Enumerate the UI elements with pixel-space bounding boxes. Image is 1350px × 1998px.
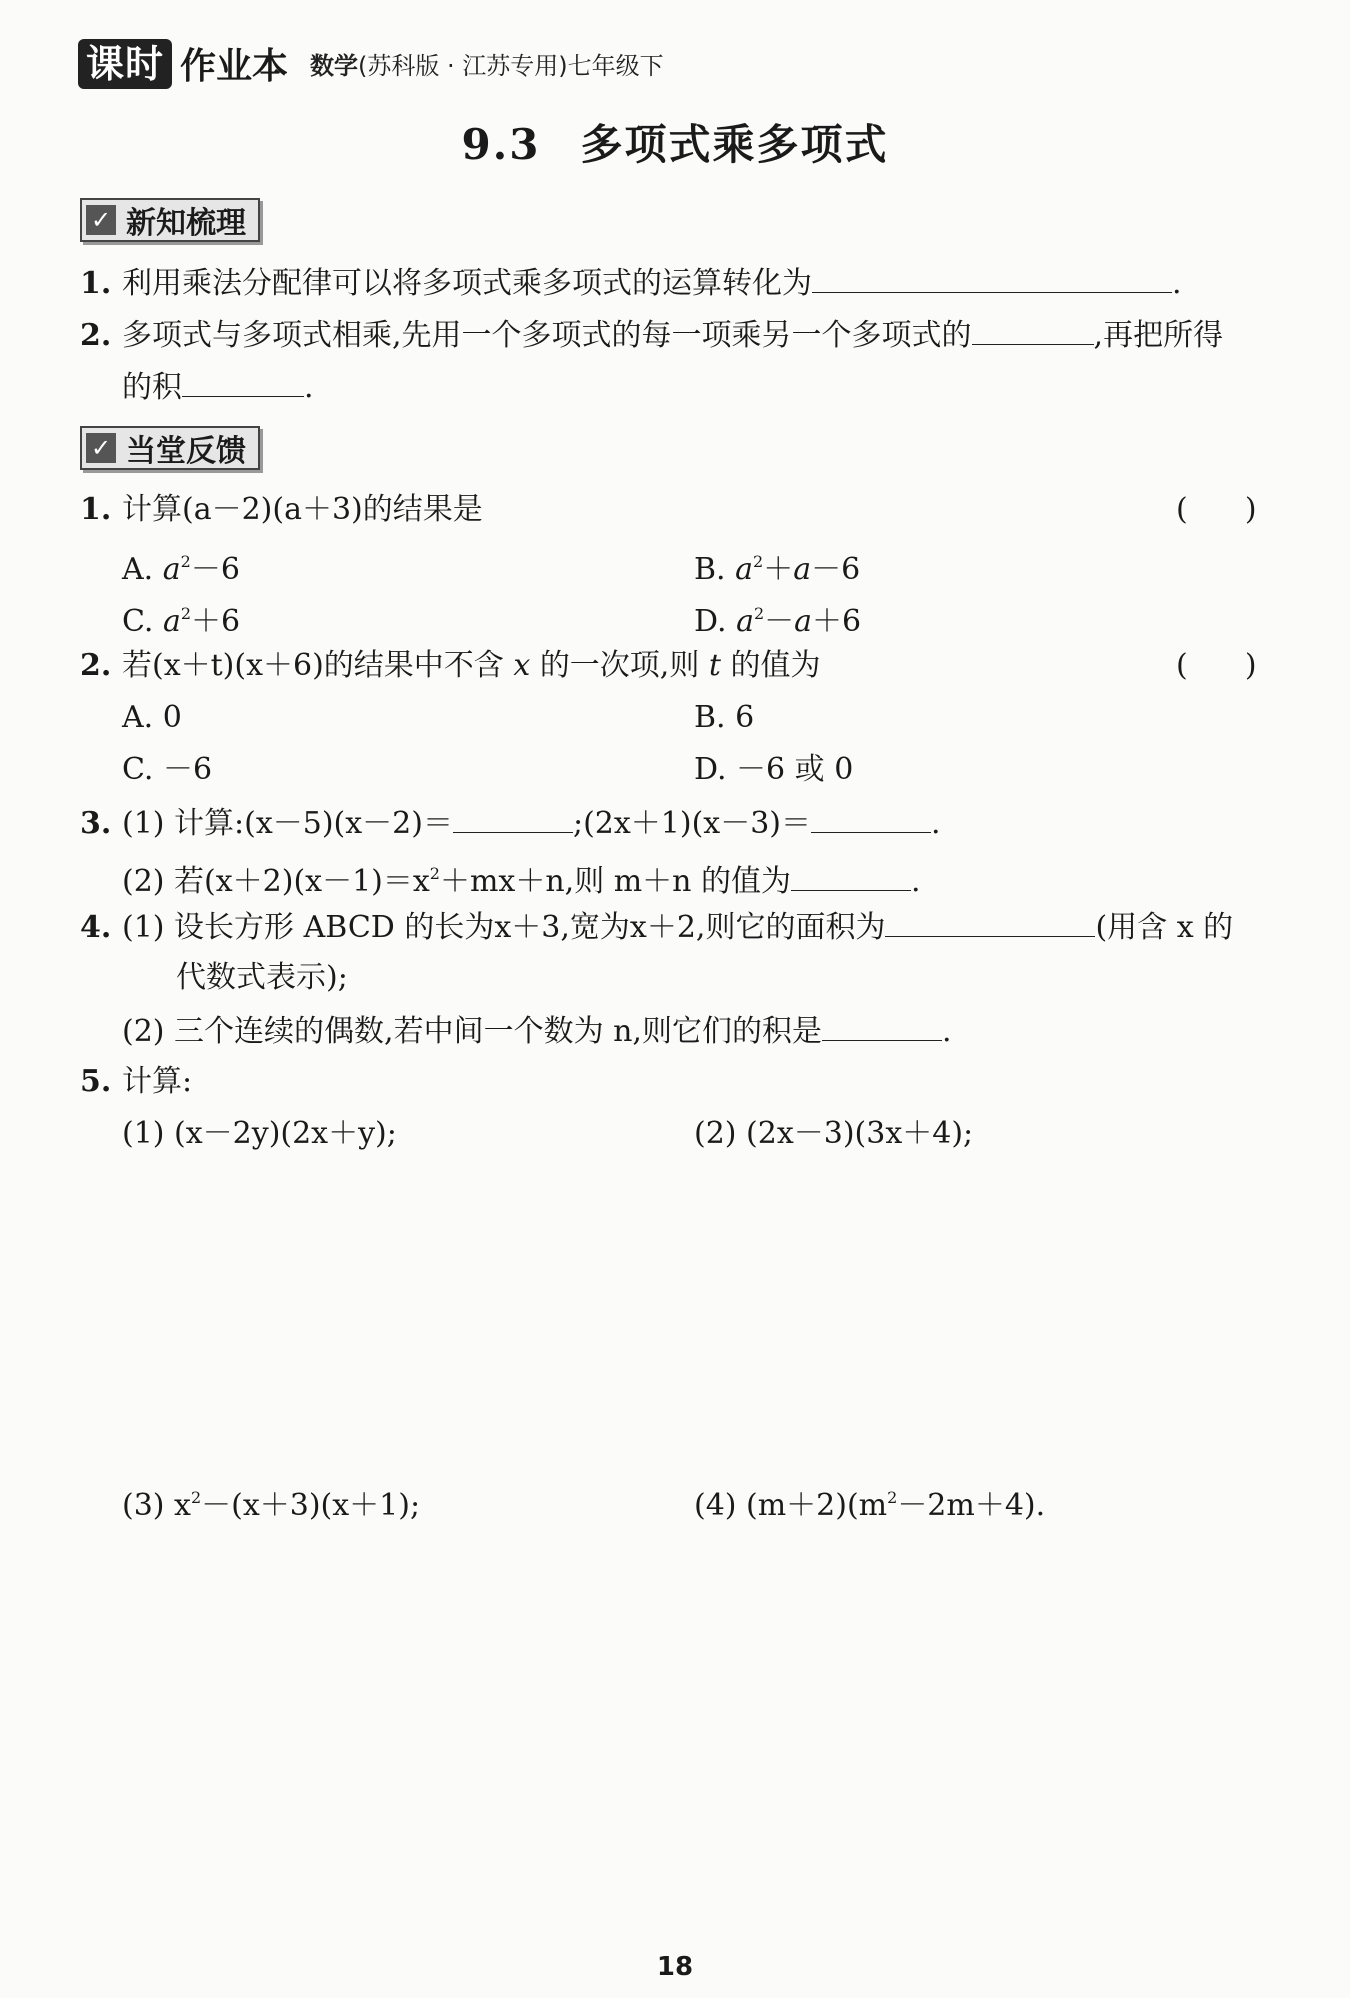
answer-blank[interactable] xyxy=(453,802,573,833)
q5-part-2: (2) (2x－3)(3x＋4); xyxy=(694,1116,974,1151)
s2-question-5: 5. 计算: xyxy=(80,1064,193,1099)
checkbox-icon: ✓ xyxy=(86,433,116,463)
s2-question-4-part-1: 4. (1) 设长方形 ABCD 的长为x＋3,宽为x＋2,则它的面积为 (用含 x 的 xyxy=(80,906,1233,948)
s2-question-4-part-2: (2) 三个连续的偶数,若中间一个数为 n,则它们的积是 . xyxy=(122,1010,952,1052)
q1-option-d[interactable]: D. $a^2-a+6$ xyxy=(694,604,862,639)
answer-blank[interactable] xyxy=(972,314,1094,345)
section-header-new-knowledge: ✓ 新知梳理 xyxy=(80,198,260,242)
answer-paren[interactable]: ( ) xyxy=(1176,648,1257,683)
brand-name: 作业本 xyxy=(180,46,289,87)
q2-option-d[interactable]: D. －6 或 0 xyxy=(694,752,854,787)
answer-blank[interactable] xyxy=(182,366,304,397)
s2-question-4-part-1-cont: 代数式表示); xyxy=(176,960,348,995)
s1-question-2: 2. 多项式与多项式相乘,先用一个多项式的每一项乘另一个多项式的 ,再把所得 xyxy=(80,314,1223,356)
s2-question-3-part-1: 3. (1) 计算:(x－5)(x－2)＝ ;(2x＋1)(x－3)＝ . xyxy=(80,802,941,844)
work-area-1[interactable] xyxy=(80,1160,1270,1460)
answer-paren[interactable]: ( ) xyxy=(1176,492,1257,527)
answer-blank[interactable] xyxy=(812,262,1172,293)
s2-question-2: 2. 若(x＋t)(x＋6)的结果中不含 x 的一次项,则 t 的值为 xyxy=(80,648,821,683)
section-header-class-feedback: ✓ 当堂反馈 xyxy=(80,426,260,470)
q2-option-b[interactable]: B. 6 xyxy=(694,700,755,735)
q5-part-1: (1) (x－2y)(2x＋y); xyxy=(122,1116,397,1151)
s2-question-1: 1. 计算(a－2)(a＋3)的结果是 xyxy=(80,492,483,527)
page-number: 18 xyxy=(656,1952,694,1982)
s1-question-2-cont: 的积 . xyxy=(122,366,314,408)
answer-blank[interactable] xyxy=(885,906,1095,937)
q2-option-a[interactable]: A. 0 xyxy=(122,700,182,735)
q1-option-a[interactable]: A. $a^2-6$ xyxy=(122,552,240,587)
q2-option-c[interactable]: C. －6 xyxy=(122,752,213,787)
subject-line: 数学(苏科版 · 江苏专用)七年级下 xyxy=(310,52,664,80)
answer-blank[interactable] xyxy=(791,860,911,891)
answer-blank[interactable] xyxy=(822,1010,942,1041)
answer-blank[interactable] xyxy=(811,802,931,833)
s2-question-3-part-2: (2) 若$(x+2)(x-1)=x^2+mx+n$,则 m＋n 的值为 . xyxy=(122,854,921,902)
work-area-2[interactable] xyxy=(80,1530,1270,1910)
q5-part-3: (3) $x^2-(x+3)(x+1)$; xyxy=(122,1488,421,1523)
q1-option-b[interactable]: B. $a^2+a-6$ xyxy=(694,552,861,587)
header xyxy=(78,38,664,89)
s1-question-1: 1. 利用乘法分配律可以将多项式乘多项式的运算转化为 . xyxy=(80,262,1182,304)
q1-option-c[interactable]: C. $a^2+6$ xyxy=(122,604,241,639)
checkbox-icon: ✓ xyxy=(86,205,116,235)
q5-part-4: (4) $(m+2)(m^2-2m+4)$. xyxy=(694,1488,1046,1523)
logo: 课时 xyxy=(78,39,172,89)
page-title: 9.3 多项式乘多项式 xyxy=(461,120,889,169)
